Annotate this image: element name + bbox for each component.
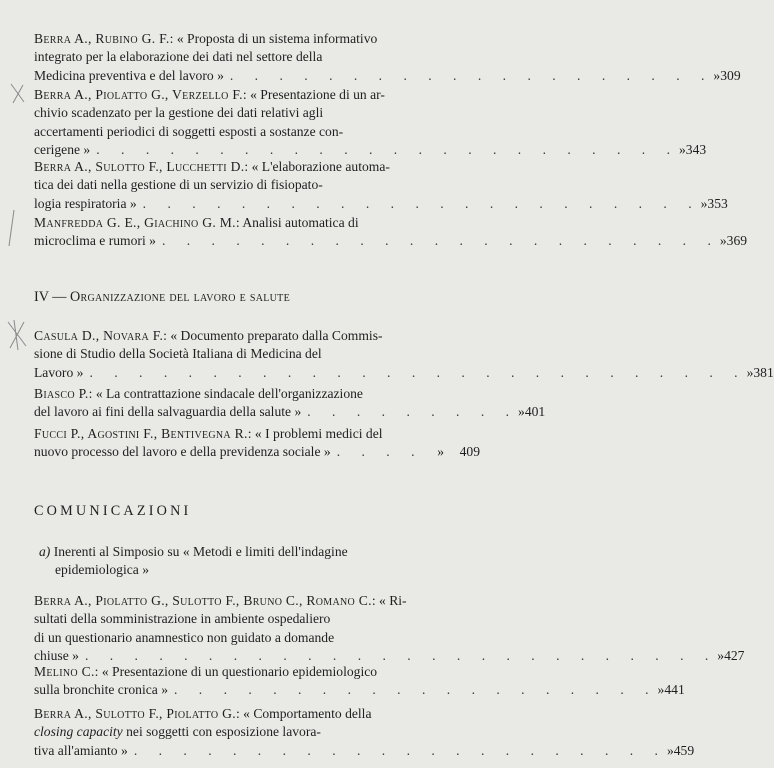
page-number: 441 bbox=[664, 682, 685, 698]
ibid-mark: » bbox=[700, 195, 708, 211]
page-number: 409 bbox=[459, 444, 480, 460]
entry-authors: Berra A., Rubino G. F. bbox=[34, 31, 170, 46]
entry-authors: Biasco P. bbox=[34, 386, 89, 401]
page-number: 427 bbox=[724, 648, 745, 664]
section-heading bbox=[34, 289, 290, 306]
toc-entry: Berra A., Sulotto F., Lucchetti D.: « L'elaborazione automa- tica dei dati nella gestione di un servizio di fisiopato- logia respiratoria » . . . . . . . . . . . . . . . . . . . . . . . » 353 bbox=[34, 158, 480, 213]
page-number: 401 bbox=[524, 404, 546, 420]
entry-title-italic: closing capacity bbox=[34, 724, 123, 740]
entry-title-line: « Presentazione di un ar- bbox=[250, 87, 385, 102]
section-title: Organizzazione del lavoro e salute bbox=[70, 289, 290, 305]
toc-entry: Berra A., Piolatto G., Verzello F.: « Presentazione di un ar- chivio scadenzato per la gestione dei dati relativi agli accertamenti periodici di soggetti esposti a sostanze con- cerigene » . . . . . . . . . . . . . . . . . . . . . . . . » 343 bbox=[34, 86, 480, 160]
entry-authors: Berra A., Sulotto F., Lucchetti D. bbox=[34, 159, 245, 174]
toc-entry: Berra A., Piolatto G., Sulotto F., Bruno C., Romano C.: « Ri- sultati della somministrazione in ambiente ospedaliero di un questionario anamnestico non guidato a domande chiuse » . . . . . . . . . . . . . . . . . . . . . . . . . . » 427 bbox=[34, 592, 480, 666]
page-number: 353 bbox=[707, 195, 728, 211]
ibid-mark: » bbox=[746, 364, 754, 380]
entry-authors: Fucci P., Agostini F., Bentivegna R. bbox=[34, 426, 248, 441]
comunicazioni-heading: COMUNICAZIONI bbox=[34, 503, 192, 519]
entry-title-line: « Documento preparato dalla Commis- bbox=[170, 328, 383, 343]
pencil-mark-3 bbox=[4, 318, 30, 352]
toc-entry: Fucci P., Agostini F., Bentivegna R.: « I problemi medici del nuovo processo del lavoro e della previdenza sociale » . . . . » 409 bbox=[34, 425, 480, 462]
entry-title-line: tiva all'amianto » bbox=[34, 742, 128, 758]
page-number: 459 bbox=[673, 742, 695, 758]
entry-title-line: integrato per la elaborazione dei dati nel settore della bbox=[34, 49, 323, 65]
entry-authors: Berra A., Piolatto G., Verzello F. bbox=[34, 87, 243, 102]
entry-title-line: chiuse » bbox=[34, 648, 79, 664]
leader-dots: . . . . . . . . . . . . . . . . . . . . bbox=[229, 67, 714, 83]
toc-entry: Berra A., Sulotto F., Piolatto G.: « Comportamento della closing capacity nei soggetti con esposizione lavora- tiva all'amianto » . . . . . . . . . . . . . . . . . . . . . . » 459 bbox=[34, 705, 480, 760]
entry-authors: Berra A., Piolatto G., Sulotto F., Bruno C., Romano C. bbox=[34, 593, 372, 608]
ibid-mark: » bbox=[713, 67, 721, 83]
leader-dots: . . . . . . . . . . . . . . . . . . . . . . . bbox=[161, 233, 720, 249]
ibid-mark: » bbox=[518, 404, 525, 420]
pencil-mark-1 bbox=[8, 82, 28, 106]
page-number: 343 bbox=[685, 142, 707, 158]
entry-title-line: sultati della somministrazione in ambiente ospedaliero bbox=[34, 611, 331, 627]
leader-dots: . . . . . . . . . . . . . . . . . . . . bbox=[174, 682, 658, 698]
toc-entry: Manfredda G. E., Giachino G. M.: Analisi automatica di microclima e rumori » . . . . . . . . . . . . . . . . . . . . . . . » 369 bbox=[34, 214, 480, 251]
entry-title-line: sulla bronchite cronica » bbox=[34, 682, 168, 698]
entry-title-line: « Ri- bbox=[379, 593, 407, 608]
ibid-mark: » bbox=[678, 142, 686, 158]
entry-title-line: « I problemi medici del bbox=[254, 426, 383, 441]
toc-entry: Biasco P.: « La contrattazione sindacale dell'organizzazione del lavoro ai fini della salvaguardia della salute » . . . . . . . . . » 401 bbox=[34, 385, 480, 422]
entry-title-line: « Presentazione di un questionario epidemiologico bbox=[101, 664, 378, 679]
leader-dots: . . . . . . . . . . . . . . . . . . . . . . . . bbox=[96, 142, 679, 158]
page-number: 309 bbox=[720, 67, 741, 83]
entry-title-line: del lavoro ai fini della salvaguardia della salute » bbox=[34, 404, 302, 420]
leader-dots: . . . . . . . . . . . . . . . . . . . . . . bbox=[133, 742, 667, 758]
page-number: 381 bbox=[753, 364, 774, 380]
entry-title-line: « Proposta di un sistema informativo bbox=[176, 31, 378, 46]
entry-authors: Berra A., Sulotto F., Piolatto G. bbox=[34, 706, 236, 721]
entry-title-line: accertamenti periodici di soggetti esposti a sostanze con- bbox=[34, 123, 344, 139]
entry-title-line: logia respiratoria » bbox=[34, 195, 137, 211]
leader-dots: . . . . bbox=[336, 444, 424, 460]
entry-title-line: Analisi automatica di bbox=[242, 215, 359, 230]
entry-title-line: microclima e rumori » bbox=[34, 233, 156, 249]
entry-title-line: Lavoro » bbox=[34, 364, 84, 380]
toc-entry: Casula D., Novara F.: « Documento preparato dalla Commis- sione di Studio della Società Italiana di Medicina del Lavoro » . . . . . . . . . . . . . . . . . . . . . . . . . . . » 381 bbox=[34, 327, 480, 382]
subsection-line: epidemiologica » bbox=[55, 562, 149, 578]
entry-title-line: di un questionario anamnestico non guidato a domande bbox=[34, 629, 335, 645]
toc-entry: Berra A., Rubino G. F.: « Proposta di un sistema informativo integrato per la elaborazione dei dati nel settore della Medicina preventiva e del lavoro » . . . . . . . . . . . . . . . . . . . . » 309 bbox=[34, 30, 480, 85]
ibid-mark: » bbox=[717, 648, 725, 664]
leader-dots: . . . . . . . . . . . . . . . . . . . . . . . . . . . bbox=[89, 364, 747, 380]
ibid-mark: » bbox=[437, 444, 444, 460]
entry-title-line: cerigene » bbox=[34, 142, 91, 158]
entry-title-line: sione di Studio della Società Italiana di Medicina del bbox=[34, 346, 322, 362]
entry-title-line: chivio scadenzato per la gestione dei dati relativi agli bbox=[34, 105, 324, 121]
entry-authors: Casula D., Novara F. bbox=[34, 328, 164, 343]
entry-title-line: tica dei dati nella gestione di un servizio di fisiopato- bbox=[34, 177, 323, 193]
leader-dots: . . . . . . . . . . . . . . . . . . . . . . . . . . bbox=[84, 648, 718, 664]
subsection-line: Inerenti al Simposio su « Metodi e limiti dell'indagine bbox=[53, 544, 348, 559]
entry-authors: Manfredda G. E., Giachino G. M. bbox=[34, 215, 236, 230]
subsection-heading bbox=[39, 543, 479, 580]
toc-entry: Melino C.: « Presentazione di un questionario epidemiologico sulla bronchite cronica » . . . . . . . . . . . . . . . . . . . . » 441 bbox=[34, 663, 480, 700]
ibid-mark: » bbox=[657, 682, 665, 698]
page-number: 369 bbox=[726, 233, 748, 249]
entry-title-line: Medicina preventiva e del lavoro » bbox=[34, 67, 224, 83]
entry-authors: Melino C. bbox=[34, 664, 95, 679]
entry-title-line: nuovo processo del lavoro e della previdenza sociale » bbox=[34, 444, 331, 460]
leader-dots: . . . . . . . . . . . . . . . . . . . . . . . bbox=[142, 195, 701, 211]
section-number: IV — bbox=[34, 289, 67, 305]
leader-dots: . . . . . . . . . bbox=[307, 404, 519, 420]
pencil-mark-2 bbox=[4, 208, 18, 248]
entry-title-line: nei soggetti con esposizione lavora- bbox=[126, 724, 321, 740]
entry-title-line: « Comportamento della bbox=[243, 706, 372, 721]
entry-title-line: « L'elaborazione automa- bbox=[251, 159, 390, 174]
entry-title-line: « La contrattazione sindacale dell'organizzazione bbox=[95, 386, 363, 401]
subsection-letter: a) bbox=[39, 544, 51, 559]
ibid-mark: » bbox=[719, 233, 727, 249]
ibid-mark: » bbox=[666, 742, 674, 758]
